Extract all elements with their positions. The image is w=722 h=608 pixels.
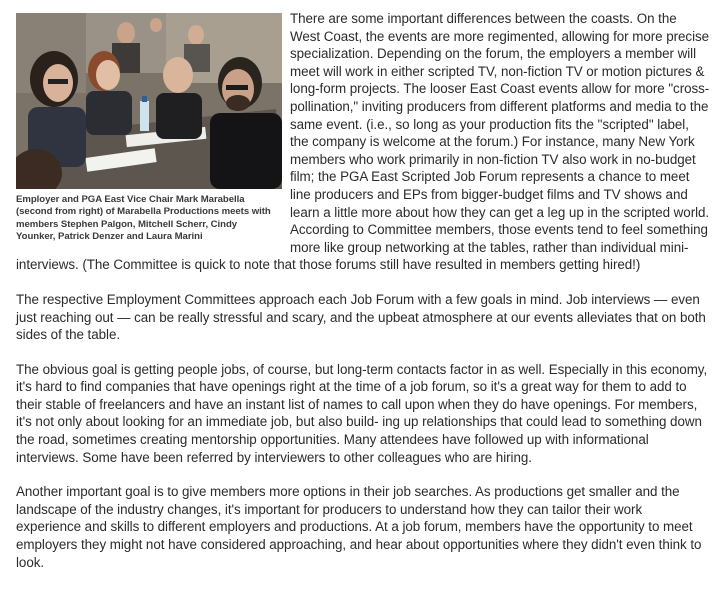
paragraph-4: Another important goal is to give members more options in their job searches. As productions get smaller and the landscape of the industry changes, it's important for producers to understand how they can tailor their work experience and skills to different employers and productions. At a job forum, members have the opportunity to meet employers they might not have considered approaching, and hear about opportunities where they didn't even think to look. — [16, 484, 702, 570]
photo-caption: Employer and PGA East Vice Chair Mark Marabella (second from right) of Marabella Productions meets with members Stephen Palgon, Mitchell Scherr, Cindy Younker, Patrick Denzer and Laura Marini — [16, 194, 271, 243]
paragraph-3: The obvious goal is getting people jobs, of course, but long-term contacts factor in as well. Especially in this economy, it's hard to find companies that have openings right at the time of a job forum, so it's a great way for them to add to their stable of freelancers and have an instant list of names to call upon when they do have openings. For members, it's not only about looking for an immediate job, but also build- ing up relationships that could lead to something down the road, sometimes creating mentorship opportunities. Many attendees have followed up with informational interviews. Some have been referred by interviewers to other colleagues who are hiring. — [16, 361, 708, 465]
paragraph-1: There are some important differences between the coasts. On the West Coast, the events are more regimented, allowing for more precise specialization. Depending on the forum, the employers a member will meet will work in either scripted TV, non-fiction TV or motion pictures & long-form projects. The looser East Coast events allow for more "cross-pollination," inviting producers from different platforms and media to the same event. (i.e., so long as your production fits the "scripted" label, the company is welcome at the forum.) For instance, many New York members who work primarily in non-fiction TV also work in no-budget film; the PGA East Scripted Job Forum represents a chance to meet line producers and EPs from bigger-budget films and TV shows and learn a little more about how they can get a leg up in the scripted world. According to Committee members, those events tend to feel something more like group networking at the tables, rather than individual mini-interviews. (The Committee is quick to note that those forums still have resulted in members getting hired!) — [16, 11, 710, 273]
article-body — [16, 10, 710, 588]
article-figure — [16, 13, 282, 244]
job-forum-photo — [16, 13, 282, 189]
paragraph-2: The respective Employment Committees approach each Job Forum with a few goals in mind. Job interviews — even just reaching out — can be really stressful and scary, and the upbeat atmosphere at our events alleviates that on both sides of the table. — [16, 291, 706, 343]
